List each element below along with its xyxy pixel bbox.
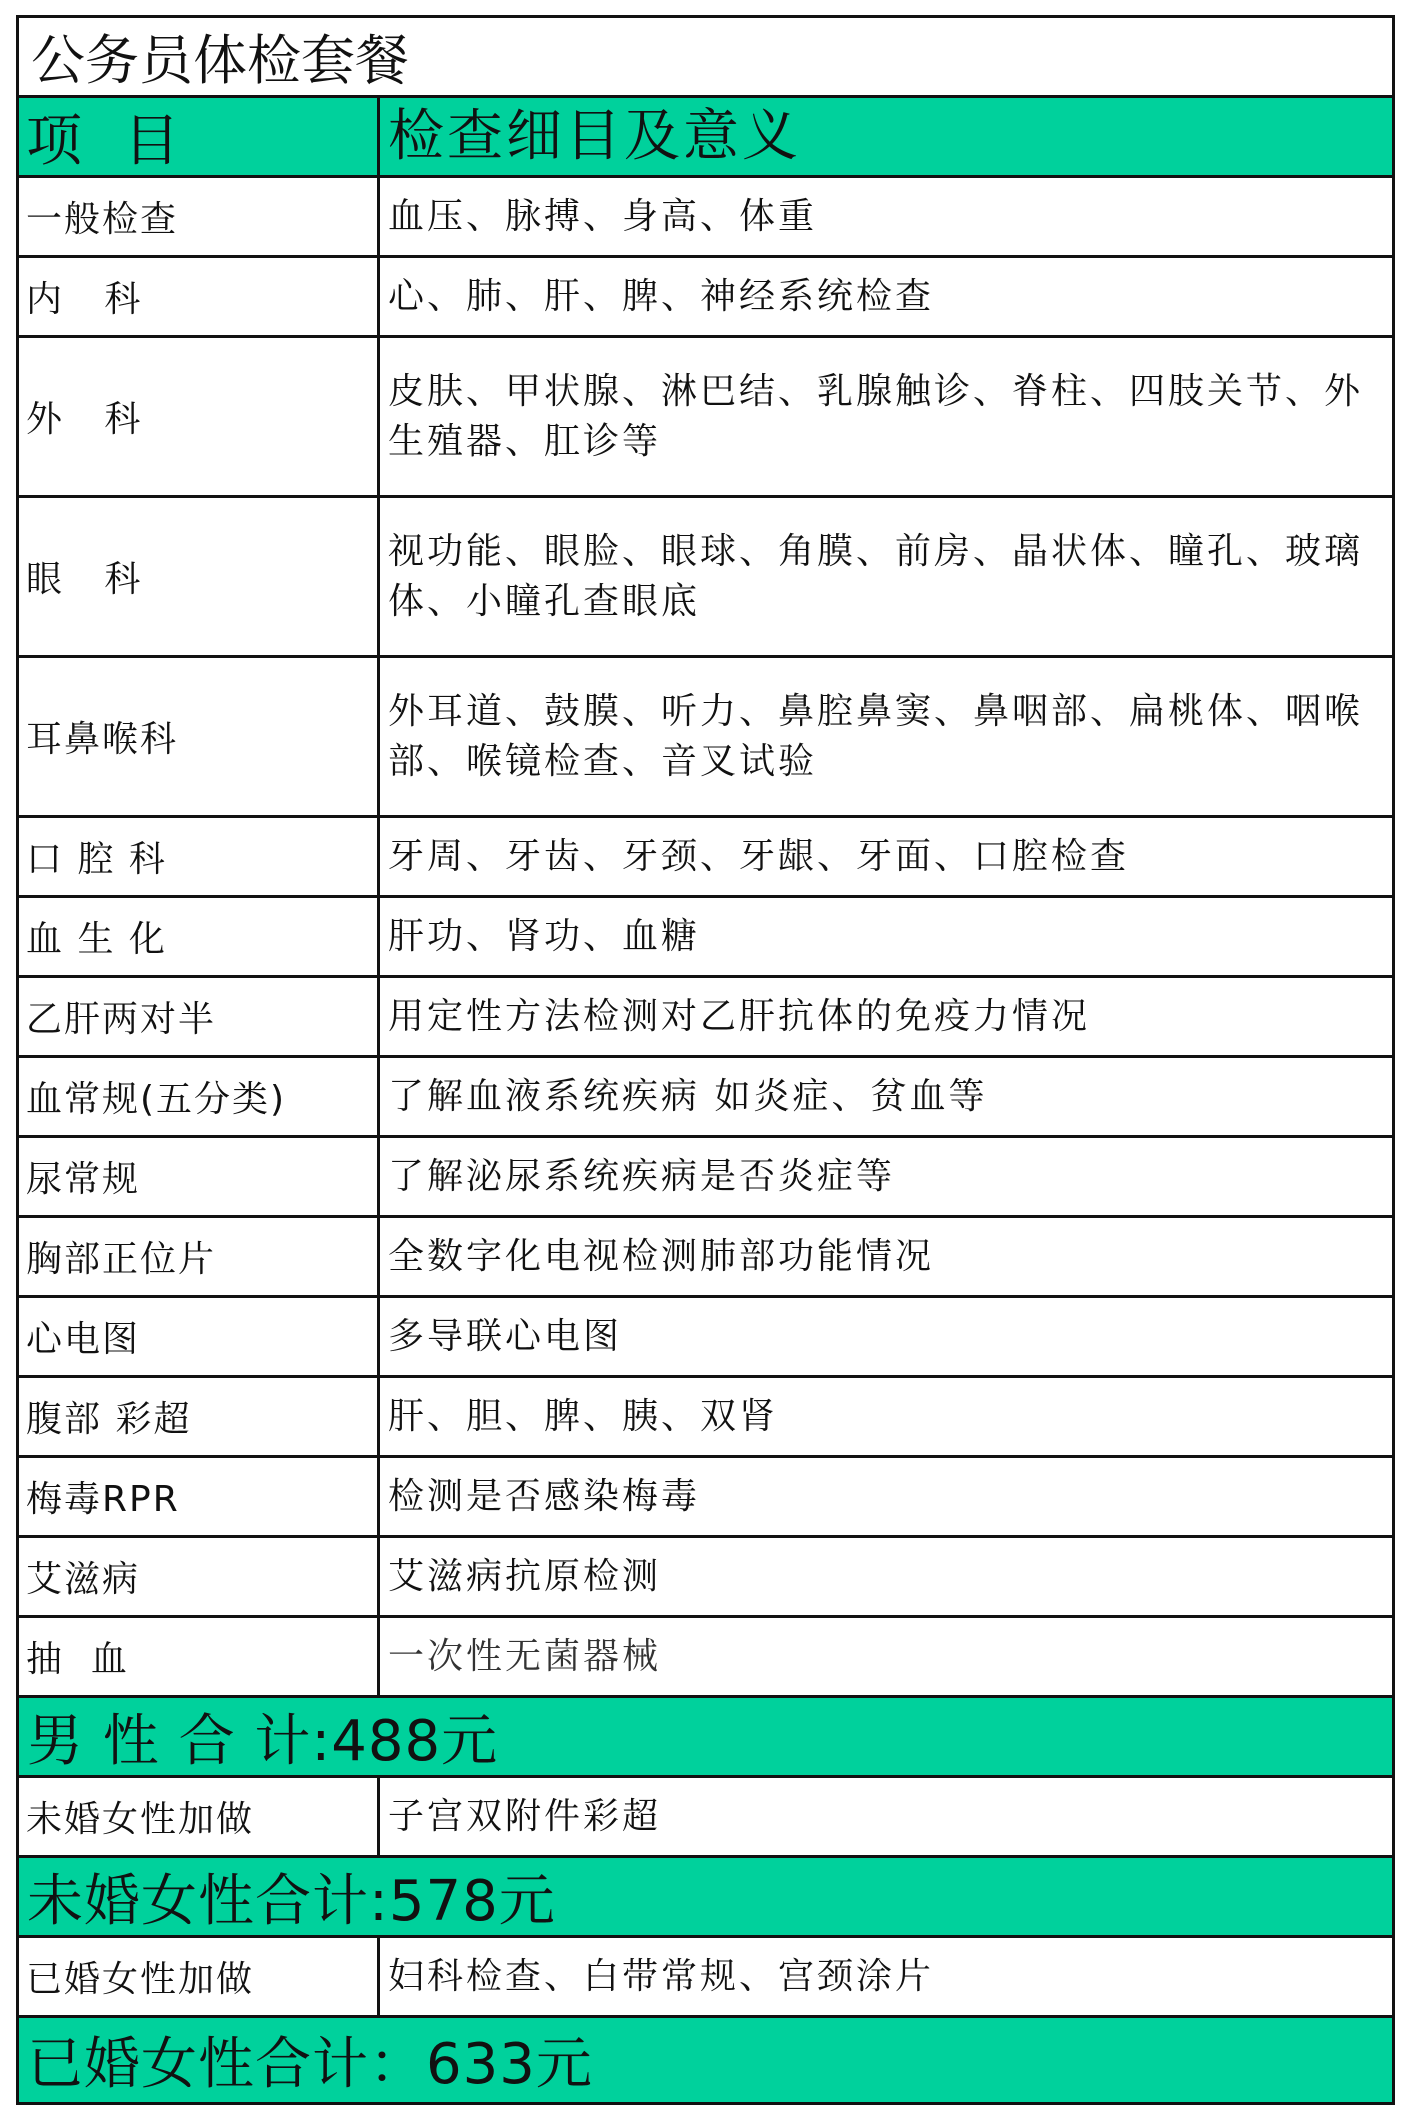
row-detail: 牙周、牙齿、牙颈、牙龈、牙面、口腔检查 [388,835,1130,877]
row-item: 血常规(五分类) [19,1058,380,1135]
row-detail: 一次性无菌器械 [388,1635,662,1677]
header-item-label: 项 目 [19,98,380,175]
row-detail: 多导联心电图 [388,1315,623,1357]
table-row [19,498,1392,658]
row-item: 抽 血 [19,1618,380,1695]
table-row [19,818,1392,898]
row-detail: 检测是否感染梅毒 [388,1475,701,1517]
row-detail: 全数字化电视检测肺部功能情况 [388,1235,935,1277]
row-item: 腹部 彩超 [19,1378,380,1455]
table-row [19,178,1392,258]
unmarried-female-total: 未婚女性合计:578元 [19,1858,1392,1938]
row-item: 已婚女性加做 [19,1938,380,2015]
row-item: 耳鼻喉科 [19,658,380,815]
table-row [19,1458,1392,1538]
row-item: 血 生 化 [19,898,380,975]
row-detail: 皮肤、甲状腺、淋巴结、乳腺触诊、脊柱、四肢关节、外生殖器、肛诊等 [388,370,1364,462]
row-detail: 血压、脉搏、身高、体重 [388,195,818,237]
table-row [19,1378,1392,1458]
row-detail: 外耳道、鼓膜、听力、鼻腔鼻窦、鼻咽部、扁桃体、咽喉部、喉镜检查、音叉试验 [388,690,1364,782]
table-row [19,1618,1392,1698]
row-detail: 了解泌尿系统疾病是否炎症等 [388,1155,896,1197]
row-item: 外 科 [19,338,380,495]
row-item: 心电图 [19,1298,380,1375]
row-item: 尿常规 [19,1138,380,1215]
table-row [19,338,1392,498]
row-detail: 心、肺、肝、脾、神经系统检查 [388,275,935,317]
row-detail: 了解血液系统疾病 如炎症、贫血等 [388,1075,988,1117]
row-item: 未婚女性加做 [19,1778,380,1855]
row-item: 胸部正位片 [19,1218,380,1295]
row-item: 乙肝两对半 [19,978,380,1055]
row-detail: 妇科检查、白带常规、宫颈涂片 [388,1955,935,1997]
married-female-total: 已婚女性合计：633元 [19,2018,1392,2102]
row-item: 一般检查 [19,178,380,255]
row-item: 眼 科 [19,498,380,655]
table-row [19,978,1392,1058]
row-item: 梅毒RPR [19,1458,380,1535]
table-row [19,1058,1392,1138]
row-detail: 用定性方法检测对乙肝抗体的免疫力情况 [388,995,1091,1037]
row-detail: 艾滋病抗原检测 [388,1555,662,1597]
row-detail: 肝功、肾功、血糖 [388,915,701,957]
table-row [19,258,1392,338]
unmarried-female-extra-row [19,1778,1392,1858]
row-item: 内 科 [19,258,380,335]
married-female-extra-row [19,1938,1392,2018]
header-detail-label: 检查细目及意义 [388,103,801,169]
male-total: 男 性 合 计:488元 [19,1698,1392,1778]
row-detail: 视功能、眼脸、眼球、角膜、前房、晶状体、瞳孔、玻璃体、小瞳孔查眼底 [388,530,1364,622]
table-row [19,1218,1392,1298]
table-row [19,1538,1392,1618]
table-title: 公务员体检套餐 [19,18,1392,98]
row-detail: 子宫双附件彩超 [388,1795,662,1837]
table-row [19,1298,1392,1378]
table-header [19,98,1392,178]
table-row [19,1138,1392,1218]
row-detail: 肝、胆、脾、胰、双肾 [388,1395,779,1437]
table-row [19,658,1392,818]
row-item: 口 腔 科 [19,818,380,895]
row-item: 艾滋病 [19,1538,380,1615]
table-row [19,898,1392,978]
checkup-package-table [16,15,1395,2105]
